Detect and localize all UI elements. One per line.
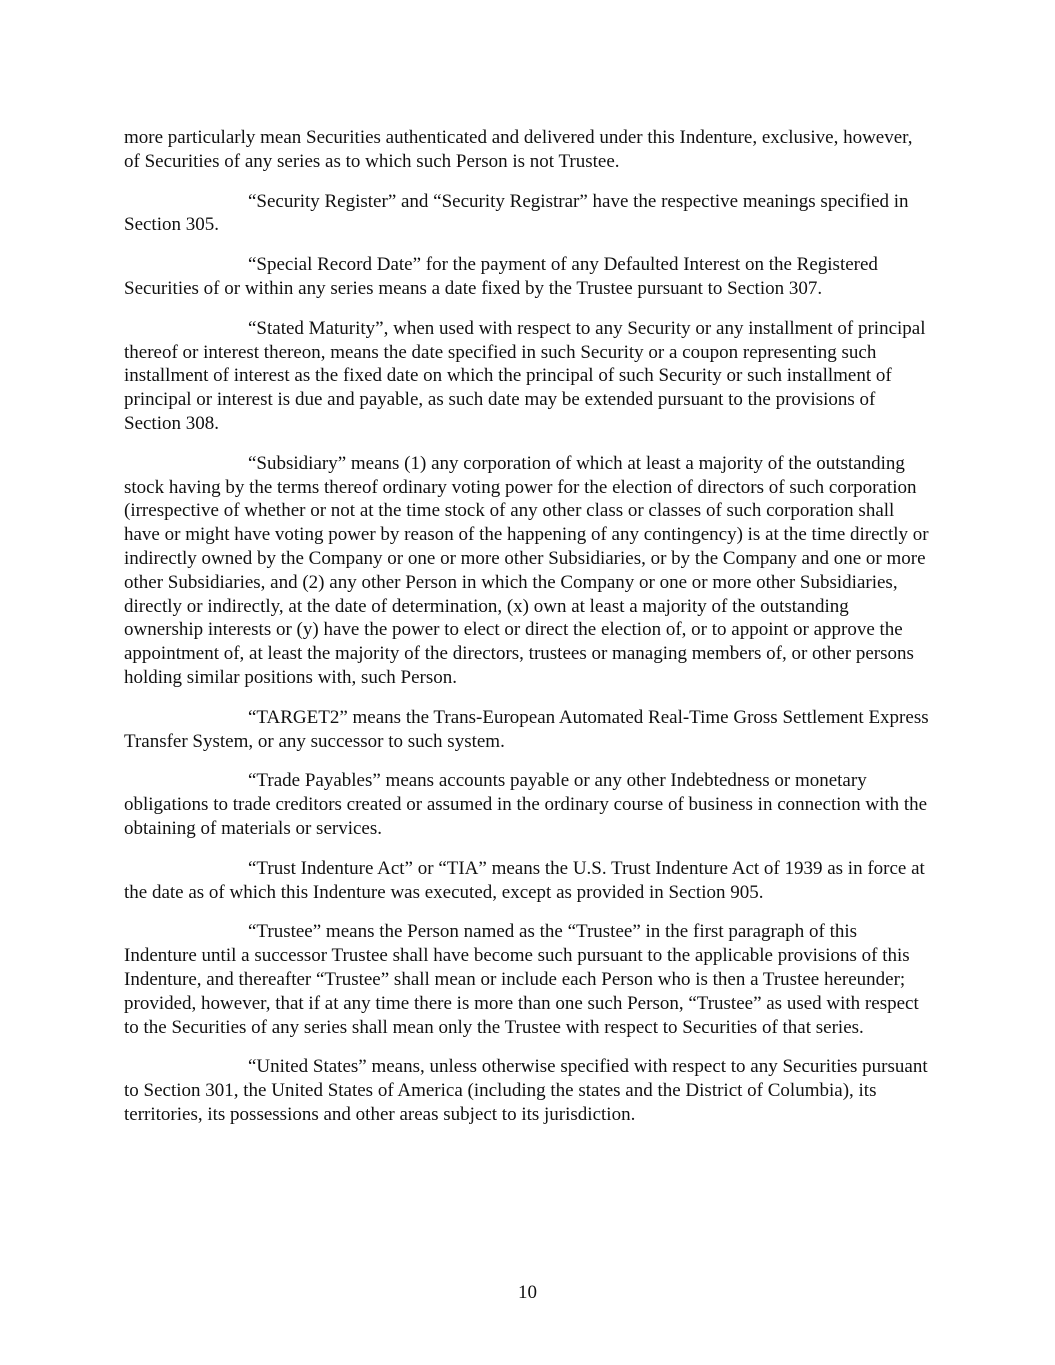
definition-trade-payables: “Trade Payables” means accounts payable or any other Indebtedness or monetary obligations to trade creditors created or assumed in the ordinary course of business in connection with the obtaining of materials or services. <box>124 770 928 839</box>
definition-special-record-date: “Special Record Date” for the payment of any Defaulted Interest on the Registered Securities of or within any series means a date fixed by the Trustee pursuant to Section 307. <box>124 254 878 299</box>
definition-subsidiary: “Subsidiary” means (1) any corporation of which at least a majority of the outstanding stock having by the terms thereof ordinary voting power for the election of directors of such corporation (irrespective of whether or not at the time stock of any other class or classes of such corporation shall have or might have voting power by reason of the happening of any contingency) is at the time directly or indirectly owned by the Company or one or more other Subsidiaries, or by the Company and one or more other Subsidiaries, and (2) any other Person in which the Company or one or more other Subsidiaries, directly or indirectly, at the date of determination, (x) own at least a majority of the outstanding ownership interests or (y) have the power to elect or direct the election of, or to appoint or approve the appointment of, at least the majority of the directors, trustees or managing members of, or other persons holding similar positions with, such Person. <box>124 452 929 688</box>
definition-target2: “TARGET2” means the Trans-European Automated Real-Time Gross Settlement Express Transfer System, or any successor to such system. <box>124 706 929 752</box>
definition-united-states: “United States” means, unless otherwise specified with respect to any Securities pursuant to Section 301, the United States of America (including the states and the District of Columbia), its territories, its possessions and other areas subject to its jurisdiction. <box>124 1056 928 1125</box>
page-number: 10 <box>518 1282 537 1303</box>
page-body <box>124 126 932 1143</box>
definition-trust-indenture-act: “Trust Indenture Act” or “TIA” means the U.S. Trust Indenture Act of 1939 as in force at the date as of which this Indenture was executed, except as provided in Section 905. <box>124 857 925 903</box>
definition-security-register: “Security Register” and “Security Registrar” have the respective meanings specified in Section 305. <box>124 190 909 236</box>
definition-stated-maturity: “Stated Maturity”, when used with respect to any Security or any installment of principal thereof or interest thereon, means the date specified in such Security or a coupon representing such installment of interest as the fixed date on which the principal of such Security or such installment of principal or interest is due and payable, as such date may be extended pursuant to the provisions of Section 308. <box>124 317 926 434</box>
definition-trustee: “Trustee” means the Person named as the “Trustee” in the first paragraph of this Indenture until a successor Trustee shall have become such pursuant to the applicable provisions of this Indenture, and thereafter “Trustee” shall mean or include each Person who is then a Trustee hereunder; provided, however, that if at any time there is more than one such Person, “Trustee” as used with respect to the Securities of any series shall mean only the Trustee with respect to Securities of that series. <box>124 921 919 1038</box>
paragraph-continuation: more particularly mean Securities authenticated and delivered under this Indenture, exclusive, however, of Securities of any series as to which such Person is not Trustee. <box>124 127 913 172</box>
